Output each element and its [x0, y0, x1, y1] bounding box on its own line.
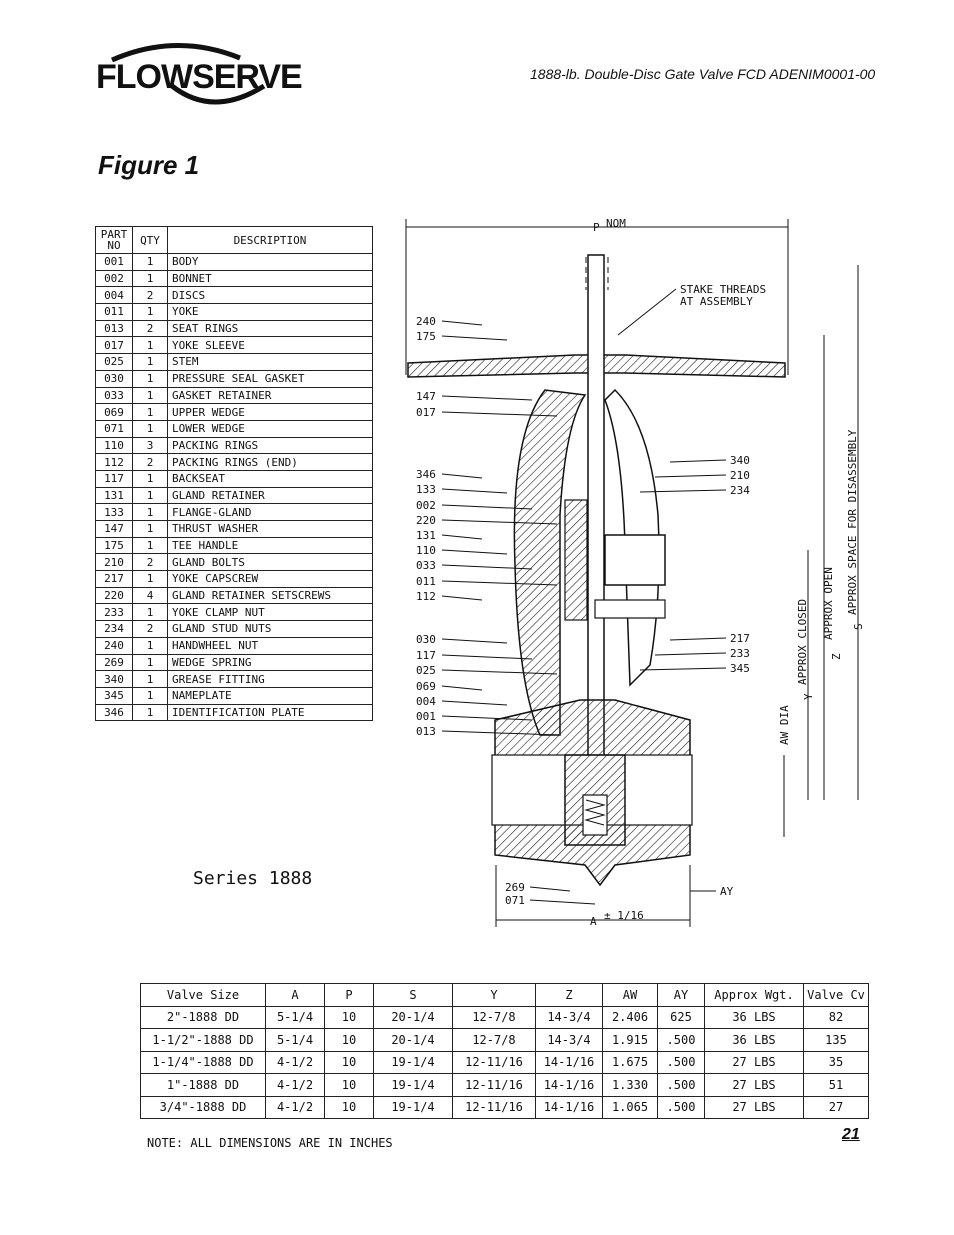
parts-table-row: [96, 537, 373, 554]
dimensions-cell: 10: [325, 1096, 374, 1119]
parts-table-row: [96, 604, 373, 621]
parts-table-row: [96, 671, 373, 688]
brand-logo: FLOWSERVE: [96, 58, 302, 96]
part-no-cell: 345: [96, 687, 133, 704]
dimensions-header-cell: S: [374, 984, 453, 1007]
dimensions-cell: 19-1/4: [374, 1074, 453, 1097]
parts-table-row: [96, 470, 373, 487]
qty-cell: 1: [133, 354, 168, 371]
dim-nom-label: NOM: [606, 217, 626, 230]
dimensions-cell: 27 LBS: [705, 1096, 804, 1119]
dim-s-label: S: [852, 623, 865, 630]
parts-table-row: [96, 571, 373, 588]
parts-table-row: [96, 404, 373, 421]
valve-cross-section-drawing: [400, 215, 870, 940]
dimensions-cell: .500: [658, 1096, 705, 1119]
callout-label-030: 030: [416, 633, 436, 646]
qty-cell: 2: [133, 621, 168, 638]
parts-table-row: [96, 654, 373, 671]
qty-cell: 1: [133, 504, 168, 521]
qty-cell: 1: [133, 704, 168, 721]
dimensions-cell: 5-1/4: [266, 1029, 325, 1052]
parts-table-row: [96, 270, 373, 287]
dimensions-cell: 27 LBS: [705, 1074, 804, 1097]
dimensions-cell: 14-1/16: [536, 1096, 603, 1119]
callout-label-110: 110: [416, 544, 436, 557]
dim-a-label: A: [590, 915, 597, 928]
qty-cell: 1: [133, 470, 168, 487]
dimensions-cell: 12-7/8: [453, 1029, 536, 1052]
qty-cell: 2: [133, 287, 168, 304]
callout-label-217: 217: [730, 632, 750, 645]
part-no-cell: 240: [96, 637, 133, 654]
description-cell: YOKE SLEEVE: [168, 337, 373, 354]
part-no-cell: 340: [96, 671, 133, 688]
dimensions-table-body: [141, 1006, 869, 1119]
callout-leader: [442, 489, 507, 493]
stake-note-line2: AT ASSEMBLY: [680, 295, 753, 308]
dimensions-cell: 1.915: [603, 1029, 658, 1052]
dim-z-text: APPROX OPEN: [822, 567, 835, 640]
callout-leader: [640, 668, 726, 670]
part-no-cell: 233: [96, 604, 133, 621]
qty-cell: 1: [133, 304, 168, 321]
dimensions-cell: 20-1/4: [374, 1029, 453, 1052]
qty-cell: 1: [133, 671, 168, 688]
dimensions-cell: 10: [325, 1074, 374, 1097]
qty-cell: 1: [133, 254, 168, 271]
qty-cell: 1: [133, 420, 168, 437]
dimensions-header-cell: Approx Wgt.: [705, 984, 804, 1007]
part-no-cell: 004: [96, 287, 133, 304]
dimensions-cell: 14-3/4: [536, 1029, 603, 1052]
dimensions-cell: 4-1/2: [266, 1096, 325, 1119]
dimensions-cell: 135: [804, 1029, 869, 1052]
dimensions-header-cell: Z: [536, 984, 603, 1007]
dimensions-table-header: [141, 984, 869, 1007]
parts-table-header: [96, 227, 373, 254]
dimensions-cell: 36 LBS: [705, 1029, 804, 1052]
description-cell: PACKING RINGS: [168, 437, 373, 454]
callout-label-340: 340: [730, 454, 750, 467]
description-cell: BONNET: [168, 270, 373, 287]
dimensions-cell: 2"-1888 DD: [141, 1006, 266, 1029]
part-no-cell: 175: [96, 537, 133, 554]
dimensions-header-cell: Valve Size: [141, 984, 266, 1007]
dimensions-cell: 12-11/16: [453, 1096, 536, 1119]
dimensions-cell: 4-1/2: [266, 1051, 325, 1074]
qty-cell: 2: [133, 454, 168, 471]
qty-cell: 1: [133, 571, 168, 588]
description-cell: PRESSURE SEAL GASKET: [168, 370, 373, 387]
description-cell: STEM: [168, 354, 373, 371]
description-cell: WEDGE SPRING: [168, 654, 373, 671]
dim-ay-label: AY: [720, 885, 734, 898]
dim-aw-label: AW DIA: [778, 705, 791, 745]
dimensions-cell: 5-1/4: [266, 1006, 325, 1029]
header-qty: QTY: [133, 227, 168, 254]
callout-label-071: 071: [505, 894, 525, 907]
dimensions-cell: 4-1/2: [266, 1074, 325, 1097]
callout-label-004: 004: [416, 695, 436, 708]
part-no-cell: 117: [96, 470, 133, 487]
series-label: Series 1888: [193, 868, 313, 889]
qty-cell: 1: [133, 337, 168, 354]
description-cell: BODY: [168, 254, 373, 271]
dimensions-header-cell: Y: [453, 984, 536, 1007]
part-no-cell: 147: [96, 521, 133, 538]
callout-leader: [442, 639, 507, 643]
description-cell: GREASE FITTING: [168, 671, 373, 688]
header-description: DESCRIPTION: [168, 227, 373, 254]
page-number: 21: [842, 1126, 860, 1143]
dimensions-cell: 14-3/4: [536, 1006, 603, 1029]
dimensions-table-row: [141, 1006, 869, 1029]
description-cell: FLANGE-GLAND: [168, 504, 373, 521]
callout-label-117: 117: [416, 649, 436, 662]
callout-label-013: 013: [416, 725, 436, 738]
parts-table-row: [96, 304, 373, 321]
dimensions-table-row: [141, 1051, 869, 1074]
dimensions-table: [140, 983, 869, 1119]
dimensions-table-row: [141, 1096, 869, 1119]
dimensions-cell: 14-1/16: [536, 1074, 603, 1097]
qty-cell: 1: [133, 687, 168, 704]
description-cell: DISCS: [168, 287, 373, 304]
callout-label-345: 345: [730, 662, 750, 675]
dimensions-header-cell: AW: [603, 984, 658, 1007]
dimensions-table-row: [141, 1074, 869, 1097]
description-cell: YOKE CLAMP NUT: [168, 604, 373, 621]
parts-table-row: [96, 370, 373, 387]
callout-label-112: 112: [416, 590, 436, 603]
part-no-cell: 001: [96, 254, 133, 271]
dim-p-label: P: [593, 221, 600, 234]
parts-table-row: [96, 437, 373, 454]
description-cell: THRUST WASHER: [168, 521, 373, 538]
qty-cell: 1: [133, 604, 168, 621]
description-cell: TEE HANDLE: [168, 537, 373, 554]
part-no-cell: 234: [96, 621, 133, 638]
description-cell: NAMEPLATE: [168, 687, 373, 704]
figure-title: Figure 1: [98, 150, 200, 180]
part-no-cell: 002: [96, 270, 133, 287]
parts-table-row: [96, 387, 373, 404]
parts-table-row: [96, 254, 373, 271]
callout-label-025: 025: [416, 664, 436, 677]
callout-leader: [655, 653, 726, 655]
qty-cell: 1: [133, 537, 168, 554]
part-no-cell: 220: [96, 587, 133, 604]
dimensions-cell: 27 LBS: [705, 1051, 804, 1074]
parts-table-row: [96, 454, 373, 471]
stake-note-line1: STAKE THREADS: [680, 283, 767, 296]
dimensions-cell: 14-1/16: [536, 1051, 603, 1074]
qty-cell: 1: [133, 521, 168, 538]
callout-label-240: 240: [416, 315, 436, 328]
dimensions-cell: 12-11/16: [453, 1051, 536, 1074]
callout-label-175: 175: [416, 330, 436, 343]
callout-leader: [670, 460, 726, 462]
callout-leader: [442, 396, 532, 400]
callout-leader: [530, 900, 595, 904]
parts-table-body: [96, 254, 373, 721]
part-no-cell: 071: [96, 420, 133, 437]
dimensions-header-cell: P: [325, 984, 374, 1007]
part-no-cell: 269: [96, 654, 133, 671]
description-cell: GLAND BOLTS: [168, 554, 373, 571]
description-cell: GLAND RETAINER: [168, 487, 373, 504]
callout-label-210: 210: [730, 469, 750, 482]
parts-table-row: [96, 704, 373, 721]
qty-cell: 2: [133, 554, 168, 571]
description-cell: UPPER WEDGE: [168, 404, 373, 421]
part-no-cell: 033: [96, 387, 133, 404]
callout-leader: [670, 638, 726, 640]
parts-table-row: [96, 287, 373, 304]
callout-leader: [442, 686, 482, 690]
callout-label-234: 234: [730, 484, 750, 497]
callout-leader: [442, 336, 507, 340]
parts-table-row: [96, 554, 373, 571]
callout-leader: [442, 701, 507, 705]
callout-label-011: 011: [416, 575, 436, 588]
header-part-no: PART NO: [96, 227, 133, 254]
logo-swoosh-bottom: [168, 80, 268, 110]
parts-table-row: [96, 354, 373, 371]
qty-cell: 3: [133, 437, 168, 454]
description-cell: HANDWHEEL NUT: [168, 637, 373, 654]
dimensions-cell: 2.406: [603, 1006, 658, 1029]
callout-label-233: 233: [730, 647, 750, 660]
dimensions-cell: 10: [325, 1006, 374, 1029]
part-no-cell: 013: [96, 320, 133, 337]
parts-table-row: [96, 637, 373, 654]
description-cell: GLAND RETAINER SETSCREWS: [168, 587, 373, 604]
qty-cell: 1: [133, 387, 168, 404]
callout-label-017: 017: [416, 406, 436, 419]
callout-leader: [442, 474, 482, 478]
callout-leader: [442, 596, 482, 600]
parts-table-row: [96, 587, 373, 604]
description-cell: GLAND STUD NUTS: [168, 621, 373, 638]
callout-label-220: 220: [416, 514, 436, 527]
callout-label-131: 131: [416, 529, 436, 542]
callout-label-133: 133: [416, 483, 436, 496]
callout-label-346: 346: [416, 468, 436, 481]
parts-table-row: [96, 504, 373, 521]
dimensions-cell: 1.675: [603, 1051, 658, 1074]
description-cell: GASKET RETAINER: [168, 387, 373, 404]
qty-cell: 1: [133, 270, 168, 287]
part-no-cell: 030: [96, 370, 133, 387]
dimensions-cell: 12-7/8: [453, 1006, 536, 1029]
qty-cell: 1: [133, 654, 168, 671]
callout-leader: [530, 887, 570, 891]
description-cell: BACKSEAT: [168, 470, 373, 487]
description-cell: YOKE: [168, 304, 373, 321]
part-no-cell: 217: [96, 571, 133, 588]
dimensions-note: NOTE: ALL DIMENSIONS ARE IN INCHES: [147, 1136, 393, 1150]
part-no-cell: 133: [96, 504, 133, 521]
dimensions-header-cell: A: [266, 984, 325, 1007]
description-cell: YOKE CAPSCREW: [168, 571, 373, 588]
callout-label-269: 269: [505, 881, 525, 894]
callout-leader: [442, 655, 532, 659]
dim-tol-label: ± 1/16: [604, 909, 644, 922]
dimensions-cell: 1.330: [603, 1074, 658, 1097]
callout-leader: [655, 475, 726, 477]
dim-y-label: Y: [802, 693, 815, 700]
description-cell: SEAT RINGS: [168, 320, 373, 337]
dimensions-cell: 27: [804, 1096, 869, 1119]
dimensions-cell: 1"-1888 DD: [141, 1074, 266, 1097]
qty-cell: 1: [133, 404, 168, 421]
dimensions-cell: 3/4"-1888 DD: [141, 1096, 266, 1119]
part-no-cell: 110: [96, 437, 133, 454]
dimensions-cell: .500: [658, 1051, 705, 1074]
description-cell: LOWER WEDGE: [168, 420, 373, 437]
dimensions-cell: .500: [658, 1029, 705, 1052]
part-no-cell: 011: [96, 304, 133, 321]
callout-label-033: 033: [416, 559, 436, 572]
parts-table-row: [96, 687, 373, 704]
dimensions-cell: 19-1/4: [374, 1096, 453, 1119]
part-no-cell: 112: [96, 454, 133, 471]
dimensions-cell: 625: [658, 1006, 705, 1029]
callout-label-001: 001: [416, 710, 436, 723]
description-cell: PACKING RINGS (END): [168, 454, 373, 471]
dimensions-cell: 36 LBS: [705, 1006, 804, 1029]
dimensions-cell: 1-1/4"-1888 DD: [141, 1051, 266, 1074]
parts-table-row: [96, 337, 373, 354]
qty-cell: 2: [133, 320, 168, 337]
parts-table-row: [96, 621, 373, 638]
callout-label-002: 002: [416, 499, 436, 512]
callout-label-069: 069: [416, 680, 436, 693]
qty-cell: 1: [133, 370, 168, 387]
dim-z-label: Z: [830, 653, 843, 660]
dimensions-cell: 10: [325, 1029, 374, 1052]
part-no-cell: 346: [96, 704, 133, 721]
description-cell: IDENTIFICATION PLATE: [168, 704, 373, 721]
parts-table-row: [96, 487, 373, 504]
dimensions-cell: 19-1/4: [374, 1051, 453, 1074]
dimensions-header-cell: Valve Cv: [804, 984, 869, 1007]
document-title: 1888-lb. Double-Disc Gate Valve FCD ADENIM0001-00: [530, 66, 876, 82]
dimensions-cell: 10: [325, 1051, 374, 1074]
dimensions-header-cell: AY: [658, 984, 705, 1007]
part-no-cell: 210: [96, 554, 133, 571]
callout-leader: [442, 550, 507, 554]
part-no-cell: 017: [96, 337, 133, 354]
part-no-cell: 069: [96, 404, 133, 421]
dimensions-cell: 35: [804, 1051, 869, 1074]
dimensions-cell: .500: [658, 1074, 705, 1097]
dimensions-cell: 20-1/4: [374, 1006, 453, 1029]
callout-label-147: 147: [416, 390, 436, 403]
qty-cell: 4: [133, 587, 168, 604]
dimensions-table-row: [141, 1029, 869, 1052]
dimensions-cell: 12-11/16: [453, 1074, 536, 1097]
part-no-cell: 131: [96, 487, 133, 504]
parts-table-row: [96, 521, 373, 538]
parts-table: [95, 226, 373, 721]
callout-leader: [442, 321, 482, 325]
parts-table-row: [96, 420, 373, 437]
callout-leader: [442, 535, 482, 539]
dimensions-cell: 82: [804, 1006, 869, 1029]
qty-cell: 1: [133, 637, 168, 654]
dimensions-cell: 1-1/2"-1888 DD: [141, 1029, 266, 1052]
qty-cell: 1: [133, 487, 168, 504]
dim-y-text: APPROX CLOSED: [796, 598, 809, 685]
dimensions-cell: 1.065: [603, 1096, 658, 1119]
dim-s-text: APPROX SPACE FOR DISASSEMBLY: [846, 429, 859, 615]
parts-table-row: [96, 320, 373, 337]
part-no-cell: 025: [96, 354, 133, 371]
dimensions-cell: 51: [804, 1074, 869, 1097]
